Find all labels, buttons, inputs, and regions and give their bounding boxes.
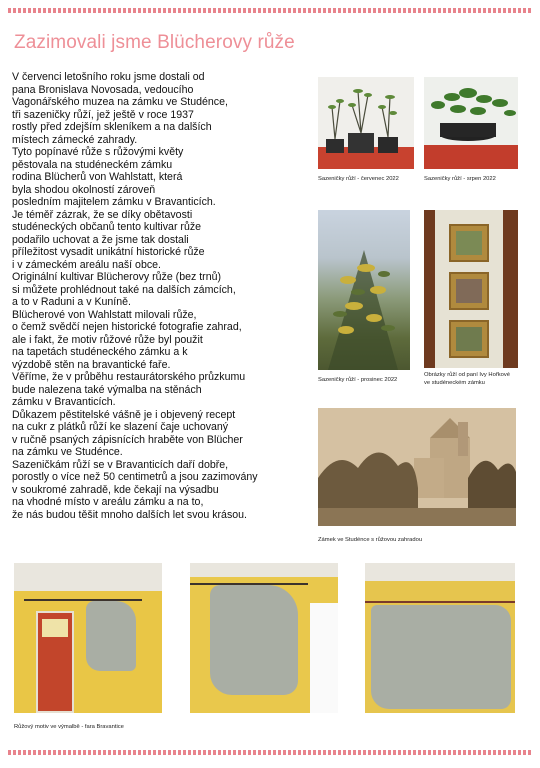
bottom-decorative-border (8, 750, 532, 755)
article-line: Originální kultivar Blücherovy růže (bez trnů) (12, 271, 222, 283)
article-line: V červenci letošního roku jsme dostali od (12, 71, 205, 83)
article-line: bude nalezena také výmalba na stěnách (12, 383, 202, 396)
article-line: v ručně psaných zápisnících hraběte von Blücher (12, 433, 243, 446)
article-line: Vagonářského muzea na zámku ve Studénce, (12, 96, 228, 108)
article-line: porostly o více než 50 centimetrů a jsou zazimovány (12, 471, 258, 483)
photo-seedlings-december (318, 210, 410, 370)
photo-seedlings-august (424, 77, 518, 169)
photo-wall-motif-3 (365, 563, 515, 713)
article-line: Tyto popínavé růže s růžovými květy (12, 146, 184, 158)
article-line: podařilo uchovat a že jsme tak dostali (12, 233, 189, 246)
photo-chateau-studenka (318, 408, 516, 526)
article-line: zámku v Bravanticích. (12, 396, 116, 408)
photo-seedlings-july (318, 77, 414, 169)
article-line: pěstovala na studéneckém zámku (12, 158, 173, 171)
page-title: Zazimovali jsme Blücherovy růže (14, 32, 295, 53)
photo-wall-motif-2 (190, 563, 338, 713)
photo-rose-paintings (424, 210, 518, 368)
article-body (12, 71, 312, 521)
article-line: na tapetách studéneckého zámku a k (12, 346, 188, 358)
photo-wall-motif-1 (14, 563, 162, 713)
caption-paintings-2: ve studéneckém zámku (424, 380, 485, 386)
article-line: na vhodné místo v areálu zámku a na to, (12, 496, 204, 508)
article-line: o čemž svědčí nejen historické fotografie zahrad, (12, 321, 242, 333)
article-line: na zámku ve Studénce. (12, 446, 123, 458)
article-line: tři sazeničky růží, jež ještě v roce 1937 (12, 108, 194, 121)
article-line: příležitost vysadit unikátní historické růže (12, 246, 205, 258)
article-line: Důkazem pěstitelské vášně je i objevený recept (12, 408, 236, 421)
caption-paintings-1: Obrázky růží od paní Ivy Hořkové (424, 372, 511, 378)
caption-wall-motif: Růžový motiv ve výmalbě - fara Bravantice (14, 724, 124, 730)
article-line: rostly před zdejším skleníkem a na dalších (12, 121, 212, 133)
article-line: Blücherové von Wahlstatt milovali růže, (12, 308, 197, 321)
article-line: i v zámeckém areálu naší obce. (12, 258, 161, 271)
top-decorative-border (8, 8, 532, 13)
caption-december: Sazeničky růží - prosinec 2022 (318, 377, 398, 383)
article-line: posledním majitelem zámku v Bravanticích. (12, 196, 216, 208)
article-line: místech zámecké zahrady. (12, 133, 138, 146)
article-line: na cukr z plátků růží ke slazení čaje uchovaný (12, 421, 229, 433)
article-line: výzdobě stěn na bravantické faře. (12, 358, 171, 371)
article-line: byla shodou okolností zároveň (12, 183, 156, 196)
article-line: studéneckých občanů tento kultivar růže (12, 221, 202, 233)
article-line: Věříme, že v průběhu restaurátorského průzkumu (12, 371, 246, 383)
article-line: pana Bronislava Novosada, vedoucího (12, 83, 194, 96)
article-line: že nás budou těšit mnoho dalších let svou krásou. (12, 508, 247, 521)
article-line: si můžete prohlédnout také na dalších zámcích, (12, 283, 236, 296)
article-line: v soukromé zahradě, kde čekají na výsadbu (12, 483, 219, 496)
article-line: Sazeničkám růží se v Bravanticích daří dobře, (12, 458, 229, 471)
caption-august: Sazeničky růží - srpen 2022 (424, 176, 496, 182)
caption-chateau: Zámek ve Studénce s růžovou zahradou (318, 537, 423, 543)
article-line: ale i fakt, že motiv růžové růže byl použit (12, 333, 203, 346)
article-line: a to v Raduni a v Kuníně. (12, 296, 131, 308)
article-line: Je téměř zázrak, že se díky obětavosti (12, 208, 193, 221)
article-line: rodina Blücherů von Wahlstatt, která (12, 171, 183, 183)
caption-july: Sazeničky růží - červenec 2022 (318, 176, 399, 182)
